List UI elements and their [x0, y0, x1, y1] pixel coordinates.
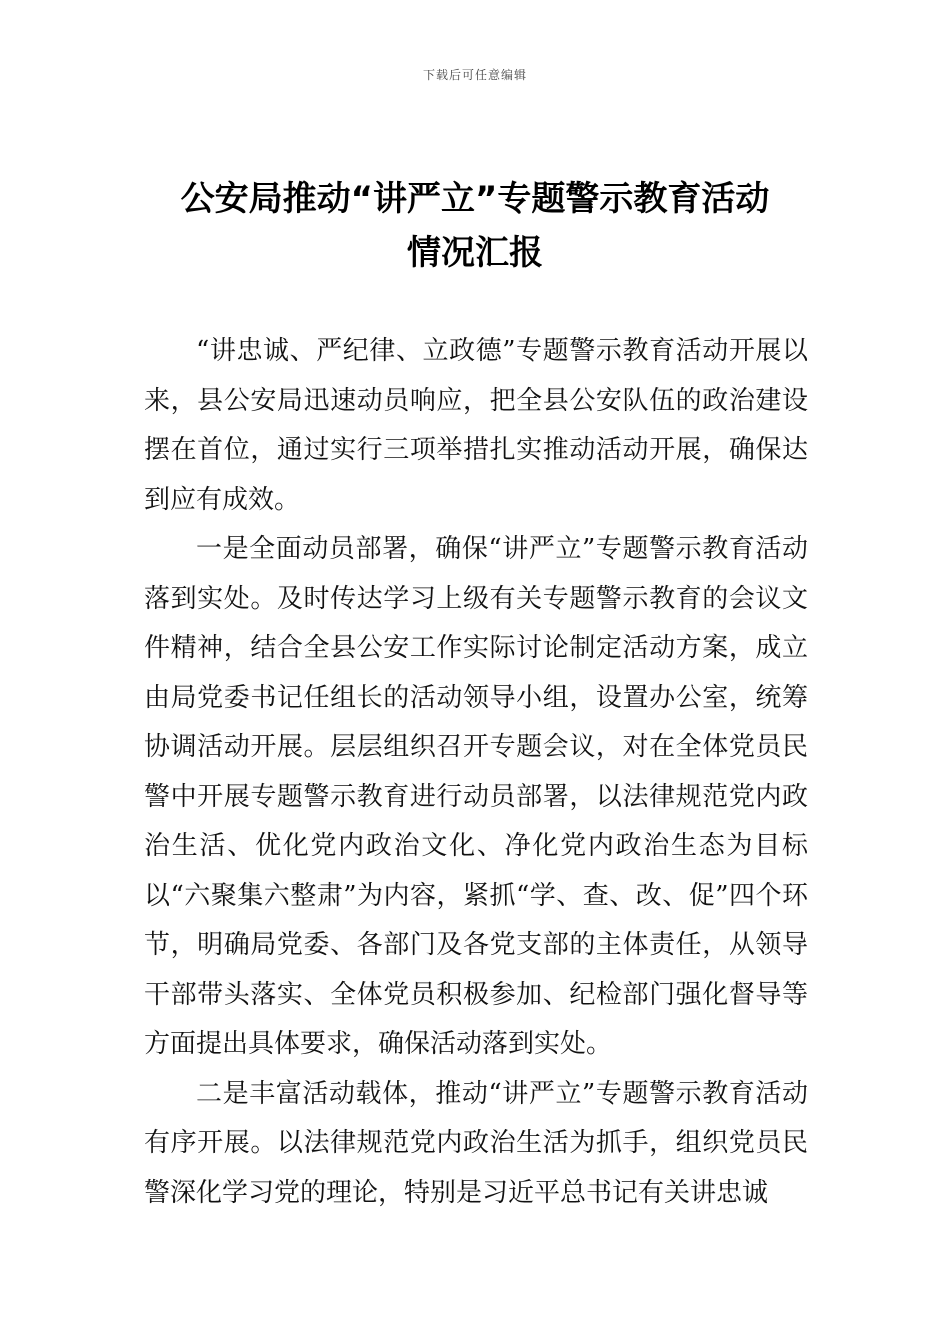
document-title [130, 172, 820, 280]
document-body [144, 327, 808, 1218]
paragraph-measure-two: 二是丰富活动载体，推动“讲严立”专题警示教育活动有序开展。以法律规范党内政治生活为抓手，组织党员民警深化学习党的理论，特别是习近平总书记有关讲忠诚 [144, 1078, 808, 1208]
page-header-note: 下载后可任意编辑 [422, 68, 527, 82]
paragraph-measure-one: 一是全面动员部署，确保“讲严立”专题警示教育活动落到实处。及时传达学习上级有关专题警示教育的会议文件精神，结合全县公安工作实际讨论制定活动方案，成立由局党委书记任组长的活动领导小组，设置办公室，统筹协调活动开展。层层组织召开专题会议，对在全体党员民警中开展专题警示教育进行动员部署，以法律规范党内政治生活、优化党内政治文化、净化党内政治生态为目标以“六聚集六整肃”为内容，紧抓“学、查、改、促”四个环节，明确局党委、各部门及各党支部的主体责任，从领导干部带头落实、全体党员积极参加、纪检部门强化督导等方面提出具体要求，确保活动落到实处。 [144, 534, 808, 1059]
paragraph-intro: “讲忠诚、严纪律、立政德”专题警示教育活动开展以来，县公安局迅速动员响应，把全县公安队伍的政治建设摆在首位，通过实行三项举措扎实推动活动开展，确保达到应有成效。 [144, 336, 808, 515]
document-title-line-2: 情况汇报 [407, 233, 543, 273]
document-title-line-1: 公安局推动“讲严立”专题警示教育活动 [180, 179, 770, 219]
